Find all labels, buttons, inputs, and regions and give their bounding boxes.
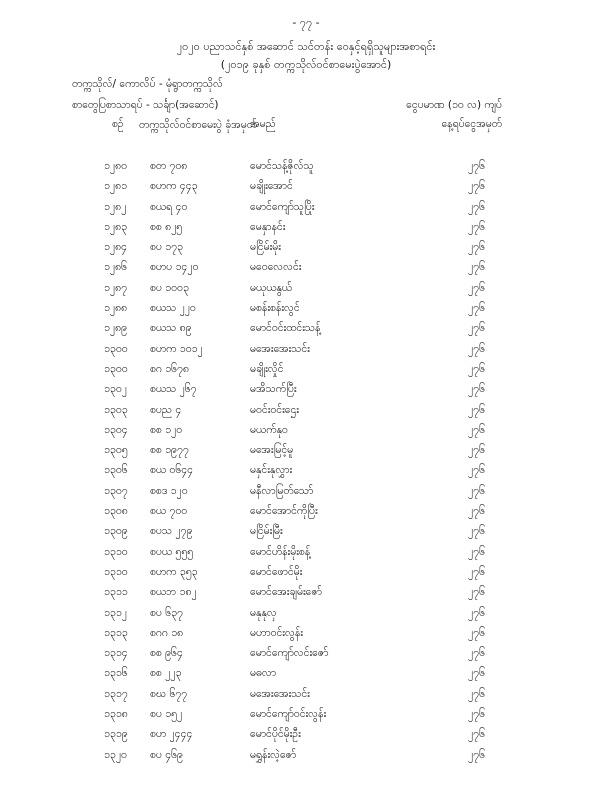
table-row: [0, 302, 612, 322]
university-line: တက္ကသိုလ်/ ကောလိပ် - မုံရွာတက္ကသိုလ်: [72, 78, 223, 90]
table-row: [0, 667, 612, 687]
roll-number: စပ ၁၅၂: [150, 708, 183, 721]
student-name: မောင်ဖောင်မိုး: [250, 565, 303, 578]
student-name: မောင်ဟိန်းမိုးစန့်: [250, 545, 311, 558]
table-row: [0, 607, 612, 627]
amount-value: ၂၇၆: [468, 302, 485, 315]
amount-value: ၂၇၆: [468, 423, 485, 436]
row-number: ၁၃၀၀: [104, 362, 128, 375]
table-row: [0, 749, 612, 769]
row-number: ၁၃၁၉: [104, 728, 128, 741]
amount-value: ၂၇၆: [468, 525, 485, 538]
table-row: [0, 444, 612, 464]
table-row: [0, 464, 612, 484]
student-name: မစန်းစန်းလွင်: [250, 302, 300, 315]
column-header-amount: နေ့ရပ်ငွေအမှတ်: [441, 118, 502, 130]
roll-number: စဃ ၆၇၇: [150, 687, 188, 700]
amount-value: ၂၇၆: [468, 545, 485, 558]
amount-value: ၂၇၆: [468, 383, 485, 396]
student-name: မောင်ကျော်လင်းဇော်: [250, 647, 329, 660]
row-number: ၁၃၁၆: [104, 667, 128, 680]
roll-number: စပသ ၂၇၉: [150, 525, 193, 538]
student-name: မငြိမ်းမိုး: [250, 241, 281, 254]
column-header-roll: တက္ကသိုလ်ဝင်စာမေးပွဲ ခုံအမှတ်: [139, 119, 257, 131]
student-name: မောင်အေးချမ်းဇော်: [250, 586, 322, 599]
table-row: [0, 343, 612, 363]
amount-value: ၂၇၆: [468, 586, 485, 599]
amount-value: ၂၇၆: [468, 261, 485, 274]
amount-value: ၂၇၆: [468, 667, 485, 680]
row-number: ၁၃၀၇: [104, 484, 128, 497]
row-number: ၁၃၁၃: [104, 626, 128, 639]
row-number: ၁၃၀၉: [104, 525, 128, 538]
table-row: [0, 241, 612, 261]
amount-line: ငွေပမာဏ (၁၀ လ) ကျပ်: [406, 99, 502, 111]
roll-number: စဟက ၄၄၃: [150, 180, 198, 193]
row-number: ၁၃၁၀: [104, 565, 128, 578]
amount-value: ၂၇၆: [468, 322, 485, 335]
roll-number: စစဒ ၁၂၀: [150, 484, 188, 497]
roll-number: စပ ၁၀၀၃: [150, 281, 189, 294]
row-number: ၁၂၈၄: [104, 241, 127, 254]
table-row: [0, 485, 612, 505]
table-row: [0, 627, 612, 647]
table-row: [0, 566, 612, 586]
table-row: [0, 647, 612, 667]
student-name: မအေးအေးသင်း: [250, 342, 310, 355]
amount-value: ၂၇၆: [468, 647, 485, 660]
student-name: မအေးမြင့်မူ: [250, 444, 294, 457]
roll-number: စပယ ၅၅၅: [150, 545, 194, 558]
amount-value: ၂၇၆: [468, 505, 485, 518]
student-name: မရွှန်းလဲ့ဇော်: [250, 748, 297, 761]
roll-number: စဟ ၂၄၄၄: [150, 728, 193, 741]
amount-value: ၂၇၆: [468, 362, 485, 375]
amount-value: ၂၇၆: [468, 403, 485, 416]
amount-value: ၂၇၆: [468, 606, 485, 619]
table-row: [0, 282, 612, 302]
amount-value: ၂၇၆: [468, 241, 485, 254]
student-name: မဟာဝင်းလွန်း: [250, 626, 303, 639]
row-number: ၁၃၀၈: [104, 505, 128, 518]
amount-value: ၂၇၆: [468, 748, 485, 761]
table-row: [0, 728, 612, 748]
amount-value: ၂၇၆: [468, 160, 485, 172]
roll-number: စစ ၁၂၀: [150, 423, 183, 436]
table-row: [0, 708, 612, 728]
amount-value: ၂၇၆: [468, 180, 485, 193]
amount-value: ၂၇၆: [468, 281, 485, 294]
roll-number: စစ ၂၂၃: [150, 667, 182, 680]
row-number: ၁၃၁၈: [104, 708, 128, 721]
roll-number: စပ ၄၆၉: [150, 748, 183, 761]
document-subtitle: (၂၀၁၉ ခုနှစ် တက္ကသိုလ်ဝင်စာမေးပွဲအောင်): [220, 58, 392, 71]
table-row: [0, 261, 612, 281]
table-row: [0, 586, 612, 606]
student-name: မယုယနွယ်: [250, 281, 292, 294]
data-table: [0, 160, 612, 769]
student-name: မောင်ပိုင်မိုးဦး: [250, 728, 301, 741]
student-name: မနုနုလှ: [250, 606, 277, 619]
table-row: [0, 363, 612, 383]
student-name: မောင်ကျော်သူပြိုး: [250, 200, 315, 213]
row-number: ၁၃၁၀: [104, 545, 128, 558]
table-row: [0, 505, 612, 525]
row-number: ၁၂၈၁: [104, 180, 127, 193]
roll-number: စယသ ၂၂၀: [150, 302, 196, 315]
row-number: ၁၃၀၀: [104, 342, 128, 355]
amount-value: ၂၇၆: [468, 220, 485, 233]
student-name: မချိုးလှိုင်: [250, 362, 284, 375]
row-number: ၁၂၈၈: [104, 302, 128, 315]
amount-value: ၂၇၆: [468, 444, 485, 457]
table-row: [0, 201, 612, 221]
amount-value: ၂၇၆: [468, 687, 485, 700]
row-number: ၁၂၈၇: [104, 281, 127, 294]
roll-number: စစ ၈၂၅: [150, 220, 183, 233]
row-number: ၁၃၀၆: [104, 464, 128, 477]
row-number: ၁၃၀၃: [104, 403, 128, 416]
roll-number: စယသ ၂၆၇: [150, 383, 197, 396]
roll-number: စဂဂ ၁၈: [150, 626, 184, 639]
row-number: ၁၃၁၂: [104, 606, 127, 619]
student-name: မောင်ကျော်ဝင်းလွန်း: [250, 708, 327, 721]
roll-number: စဟက ၁၀၁၂: [150, 342, 203, 355]
roll-number: စယဘ ၁၈၂: [150, 586, 197, 599]
roll-number: စပ ၁၇၃: [150, 241, 183, 254]
document-title: ၂၀၂၀ ပညာသင်နှစ် အဆောင် သင်တန်း ဝေနှင့်ရရှိသူများအစာရင်း: [176, 40, 436, 53]
amount-value: ၂၇၆: [468, 565, 485, 578]
table-row: [0, 383, 612, 403]
student-name: မချိုးအောင်: [250, 180, 293, 193]
student-name: မဝေလေလင်း: [250, 261, 302, 274]
column-header-name: အမည်: [250, 118, 276, 130]
student-name: မနှင်းနုလွှား: [250, 464, 293, 477]
student-name: မေနှာနင်း: [250, 220, 286, 233]
roll-number: စယ ၇၀၀: [150, 505, 188, 518]
amount-value: ၂၇၆: [468, 708, 485, 721]
student-name: မအိသက်ပြီး: [250, 383, 297, 396]
row-number: ၁၃၀၅: [104, 444, 128, 457]
roll-number: စပည ၄: [150, 403, 182, 416]
student-name: မောင်ဝင်းထင်းသန့်: [250, 322, 321, 335]
amount-value: ၂၇၆: [468, 200, 485, 213]
table-row: [0, 180, 612, 200]
table-row: [0, 221, 612, 241]
row-number: ၁၃၁၄: [104, 647, 128, 660]
student-name: မောင်အောင်ကိုပြီး: [250, 505, 318, 518]
roll-number: စဂ ၁၆၇၈: [150, 362, 189, 375]
subject-line: စာတွေပြစာသာရပ် - သင်္ချာ(အဆောင်): [72, 99, 219, 111]
table-row: [0, 404, 612, 424]
amount-value: ၂၇၆: [468, 484, 485, 497]
page-number: - ၇၇ -: [292, 16, 320, 29]
roll-number: စစ ၁၉၇၇: [150, 444, 189, 457]
amount-value: ၂၇၆: [468, 728, 485, 741]
roll-number: စတ ၇၀၈: [150, 160, 188, 172]
roll-number: စယရ ၄၀: [150, 200, 188, 213]
roll-number: စယ ၀၆၄၄: [150, 464, 194, 477]
row-number: ၁၃၀၂: [104, 383, 127, 396]
row-number: ၁၃၂၀: [104, 748, 127, 761]
amount-value: ၂၇၆: [468, 626, 485, 639]
amount-value: ၂၇၆: [468, 342, 485, 355]
roll-number: စဟက ၃၅၃: [150, 565, 198, 578]
student-name: မဓလာ: [250, 667, 277, 680]
amount-value: ၂၇၆: [468, 464, 485, 477]
roll-number: စယသ ၈၉: [150, 322, 192, 335]
student-name: မောင်သန့်ဇိုလ်သူ: [250, 160, 314, 172]
column-header-no: စဉ်: [112, 118, 124, 130]
table-row: [0, 525, 612, 545]
roll-number: စဟပ ၁၄၂၀: [150, 261, 199, 274]
table-row: [0, 424, 612, 444]
roll-number: စပ ၆၃၇: [150, 606, 183, 619]
student-name: မနီလာမြတ်သော်: [250, 484, 314, 497]
student-name: မငြိမ်းမြီး: [250, 525, 283, 538]
table-row: [0, 688, 612, 708]
student-name: မယက်နုဝ: [250, 423, 288, 436]
row-number: ၁၃၁၁: [104, 586, 128, 599]
roll-number: စစ ၉၆၄: [150, 647, 183, 660]
row-number: ၁၃၁၇: [104, 687, 128, 700]
row-number: ၁၃၀၄: [104, 423, 128, 436]
student-name: မဝင်းဝင်းဌေး: [250, 403, 299, 416]
row-number: ၁၂၈၆: [104, 261, 127, 274]
student-name: မအေးအေးသင်း: [250, 687, 310, 700]
row-number: ၁၂၈၃: [104, 220, 127, 233]
table-row: [0, 160, 612, 180]
row-number: ၁၂၈၂: [104, 200, 127, 213]
table-row: [0, 546, 612, 566]
table-row: [0, 322, 612, 342]
row-number: ၁၂၈၀: [104, 160, 127, 172]
row-number: ၁၂၈၉: [104, 322, 127, 335]
